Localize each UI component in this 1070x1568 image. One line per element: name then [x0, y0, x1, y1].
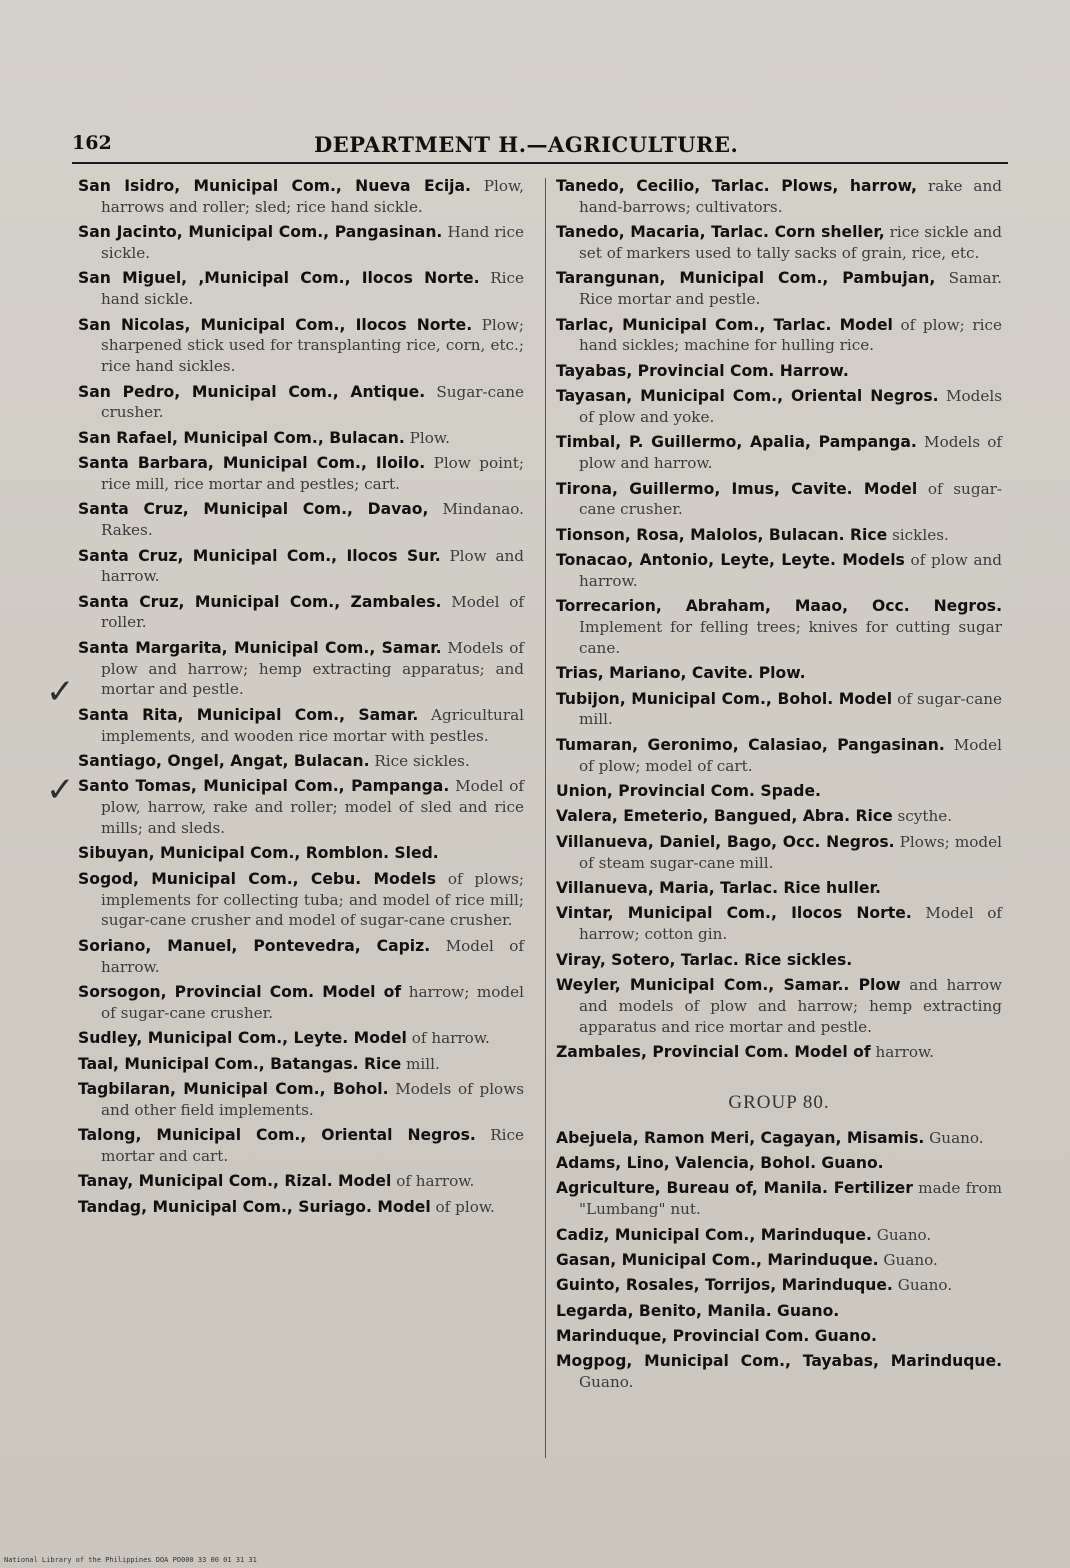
- exhibitor-name: Tanay, Municipal Com., Rizal. Model: [78, 1172, 392, 1191]
- exhibitor-entry: [78, 843, 524, 864]
- exhibit-description: Guano.: [876, 1225, 932, 1244]
- exhibit-description: Hand rice sickle.: [101, 223, 525, 262]
- exhibit-description: Rice mortar and cart.: [101, 1126, 524, 1165]
- exhibit-description: Plows; model of steam sugar-cane mill.: [579, 832, 1002, 872]
- header-rule: [72, 162, 1008, 164]
- exhibitor-name: San Nicolas, Municipal Com., Ilocos Norte.: [78, 315, 473, 334]
- exhibitor-name: Torrecarion, Abraham, Maao, Occ. Negros.: [556, 597, 1002, 616]
- exhibitor-entry: [556, 1351, 1002, 1393]
- exhibit-description: Plow.: [409, 428, 450, 447]
- exhibitor-entry: [78, 382, 524, 424]
- exhibitor-entry: [556, 975, 1002, 1037]
- exhibitor-name: Valera, Emeterio, Bangued, Abra. Rice: [556, 807, 893, 826]
- exhibitor-name: Santa Margarita, Municipal Com., Samar.: [78, 638, 442, 657]
- exhibitor-entry: [78, 592, 524, 634]
- exhibit-description: of harrow.: [411, 1029, 490, 1048]
- exhibitor-entry: [556, 1250, 1002, 1271]
- exhibitor-entry: [78, 176, 524, 218]
- exhibitor-name: Tayabas, Provincial Com. Harrow.: [556, 361, 849, 380]
- exhibit-description: sickles.: [892, 525, 949, 544]
- exhibitor-entry: [556, 432, 1002, 474]
- exhibitor-name: San Miguel, ,Municipal Com., Ilocos Norte.: [78, 269, 480, 288]
- exhibit-description: Implement for felling trees; knives for cutting sugar cane.: [579, 618, 1002, 657]
- exhibit-description: Agricultural implements, and wooden rice mortar with pestles.: [101, 705, 525, 745]
- exhibitor-name: Talong, Municipal Com., Oriental Negros.: [78, 1126, 476, 1145]
- exhibit-description: Guano.: [883, 1250, 938, 1269]
- exhibitor-entry: [556, 1326, 1002, 1347]
- exhibit-description: Guano.: [929, 1128, 984, 1147]
- exhibitor-entry: [78, 751, 524, 772]
- exhibitor-name: Taal, Municipal Com., Batangas. Rice: [78, 1054, 402, 1073]
- exhibitor-entry: [556, 1128, 1002, 1149]
- exhibit-description: Model of harrow.: [101, 936, 525, 976]
- exhibit-description: Plow and harrow.: [101, 546, 524, 586]
- exhibitor-name: Cadiz, Municipal Com., Marinduque.: [556, 1225, 872, 1244]
- exhibitor-entry: [78, 1054, 524, 1075]
- exhibit-description: of sugar-cane crusher.: [579, 479, 1003, 519]
- exhibitor-name: Vintar, Municipal Com., Ilocos Norte.: [556, 904, 912, 923]
- exhibit-description: Mindanao. Rakes.: [101, 500, 525, 540]
- exhibitor-entry: [556, 878, 1002, 899]
- page-header: [72, 132, 1008, 162]
- exhibit-description: Guano.: [897, 1276, 953, 1295]
- exhibitor-name: Tubijon, Municipal Com., Bohol. Model: [556, 689, 893, 708]
- exhibitor-name: San Pedro, Municipal Com., Antique.: [78, 382, 426, 401]
- exhibit-description: rake and hand-barrows; cultivators.: [579, 177, 1002, 216]
- exhibitor-name: Marinduque, Provincial Com. Guano.: [556, 1327, 877, 1346]
- exhibitor-name: Santa Rita, Municipal Com., Samar.: [78, 705, 419, 724]
- exhibitor-entry: [78, 315, 524, 377]
- exhibitor-entry: [78, 982, 524, 1024]
- exhibit-description: Rice hand sickle.: [101, 269, 525, 309]
- exhibit-description: of plow and harrow.: [579, 551, 1003, 590]
- exhibitor-name: Santa Barbara, Municipal Com., Iloilo.: [78, 454, 426, 473]
- exhibitor-name: Sogod, Municipal Com., Cebu. Models: [78, 869, 437, 888]
- exhibitor-name: Timbal, P. Guillermo, Apalia, Pampanga.: [556, 433, 917, 452]
- group-heading: GROUP 80.: [728, 1091, 830, 1113]
- exhibitor-entry: [78, 869, 524, 931]
- exhibitor-entry: [556, 525, 1002, 546]
- exhibit-description: Guano.: [579, 1373, 634, 1392]
- exhibitor-entry: [78, 499, 524, 541]
- exhibitor-entry: [78, 1125, 524, 1167]
- exhibitor-entry: [556, 663, 1002, 684]
- exhibitor-name: Legarda, Benito, Manila. Guano.: [556, 1301, 840, 1320]
- exhibitor-entry: [78, 428, 524, 449]
- exhibit-description: Models of plows and other field implements.: [101, 1079, 524, 1119]
- exhibit-description: of plow; rice hand sickles; machine for hulling rice.: [579, 315, 1002, 355]
- exhibitor-name: Soriano, Manuel, Pontevedra, Capiz.: [78, 936, 431, 955]
- exhibitor-name: Tionson, Rosa, Malolos, Bulacan. Rice: [556, 525, 888, 544]
- exhibit-description: Plow, harrows and roller; sled; rice hand sickle.: [101, 177, 524, 216]
- exhibit-description: Models of plow and harrow; hemp extracting apparatus; and mortar and pestle.: [101, 638, 524, 699]
- scan-footer: National Library of the Philippines DOA PO000 33 00 01 31 31: [4, 1556, 257, 1564]
- exhibitor-name: Tarangunan, Municipal Com., Pambujan,: [556, 269, 936, 288]
- exhibitor-name: Viray, Sotero, Tarlac. Rice sickles.: [556, 950, 853, 969]
- exhibitor-entry: [556, 1153, 1002, 1174]
- exhibitor-entry: [556, 479, 1002, 521]
- exhibit-description: made from "Lumbang" nut.: [579, 1179, 1003, 1219]
- column-divider: [545, 178, 546, 1458]
- exhibitor-name: Union, Provincial Com. Spade.: [556, 782, 821, 801]
- exhibitor-name: Tanedo, Macaria, Tarlac. Corn sheller,: [556, 223, 885, 242]
- exhibitor-entry: [78, 1197, 524, 1218]
- exhibitor-name: Santo Tomas, Municipal Com., Pampanga.: [78, 777, 450, 796]
- exhibitor-name: Santa Cruz, Municipal Com., Davao,: [78, 500, 429, 519]
- exhibitor-name: Sudley, Municipal Com., Leyte. Model: [78, 1029, 407, 1048]
- exhibitor-name: Agriculture, Bureau of, Manila. Fertilizer: [556, 1179, 913, 1198]
- exhibitor-entry: [78, 1171, 524, 1192]
- exhibit-description: rice sickle and set of markers used to tally sacks of grain, rice, etc.: [579, 223, 1003, 262]
- exhibit-description: scythe.: [897, 807, 953, 826]
- exhibitor-entry: [78, 936, 524, 978]
- exhibitor-name: Tirona, Guillermo, Imus, Cavite. Model: [556, 479, 918, 498]
- check-mark-icon: ✓: [46, 672, 75, 712]
- exhibitor-entry: [556, 1042, 1002, 1063]
- exhibitor-entry: [78, 546, 524, 588]
- exhibitor-entry: [78, 268, 524, 310]
- exhibitor-entry: [556, 361, 1002, 382]
- exhibit-description: Model of harrow; cotton gin.: [579, 904, 1003, 944]
- exhibitor-name: Zambales, Provincial Com. Model of: [556, 1042, 871, 1061]
- page-number: 162: [72, 132, 112, 154]
- exhibitor-entry: [78, 776, 524, 838]
- exhibit-description: harrow; model of sugar-cane crusher.: [101, 982, 524, 1022]
- exhibit-description: harrow.: [875, 1042, 935, 1061]
- exhibitor-entry: [556, 550, 1002, 592]
- exhibitor-entry: [556, 1178, 1002, 1220]
- exhibitor-name: Santa Cruz, Municipal Com., Zambales.: [78, 592, 442, 611]
- exhibitor-entry: [556, 832, 1002, 874]
- exhibit-description: Model of plow, harrow, rake and roller; model of sled and rice mills; and sleds.: [101, 777, 525, 838]
- exhibit-description: of plow.: [435, 1197, 495, 1216]
- exhibit-description: Model of roller.: [101, 592, 524, 632]
- exhibitor-name: Adams, Lino, Valencia, Bohol. Guano.: [556, 1153, 884, 1172]
- exhibitor-entry: [556, 268, 1002, 310]
- exhibitor-name: Gasan, Municipal Com., Marinduque.: [556, 1250, 879, 1269]
- exhibit-description: Sugar-cane crusher.: [101, 382, 524, 422]
- exhibitor-name: Tagbilaran, Municipal Com., Bohol.: [78, 1079, 389, 1098]
- exhibitor-entry: [78, 705, 524, 747]
- exhibitor-entry: [556, 806, 1002, 827]
- exhibitor-entry: [78, 1079, 524, 1121]
- exhibitor-name: Villanueva, Maria, Tarlac. Rice huller.: [556, 879, 881, 897]
- exhibit-description: Rice sickles.: [374, 752, 470, 771]
- exhibitor-name: Tonacao, Antonio, Leyte, Leyte. Models: [556, 551, 905, 570]
- exhibitor-name: Abejuela, Ramon Meri, Cagayan, Misamis.: [556, 1128, 925, 1147]
- right-column: [556, 176, 1002, 1398]
- exhibitor-entry: [78, 453, 524, 495]
- exhibitor-entry: [556, 781, 1002, 802]
- exhibitor-entry: [556, 596, 1002, 658]
- exhibit-description: Models of plow and harrow.: [579, 433, 1002, 473]
- exhibit-description: and harrow and models of plow and harrow; hemp extracting apparatus and rice mortar and pestle.: [579, 975, 1003, 1036]
- exhibitor-entry: [556, 315, 1002, 357]
- exhibitor-entry: [78, 1028, 524, 1049]
- exhibit-description: Model of plow; model of cart.: [579, 735, 1002, 775]
- exhibitor-name: Weyler, Municipal Com., Samar.. Plow: [556, 975, 901, 994]
- exhibit-description: Plow; sharpened stick used for transplanting rice, corn, etc.; rice hand sickles.: [101, 315, 525, 376]
- exhibitor-name: Villanueva, Daniel, Bago, Occ. Negros.: [556, 832, 895, 851]
- exhibitor-name: Tumaran, Geronimo, Calasiao, Pangasinan.: [556, 735, 945, 754]
- exhibit-description: Samar. Rice mortar and pestle.: [579, 269, 1002, 309]
- exhibit-description: of harrow.: [396, 1172, 475, 1191]
- exhibitor-entry: [78, 638, 524, 700]
- exhibitor-entry: [556, 176, 1002, 218]
- exhibitor-name: San Jacinto, Municipal Com., Pangasinan.: [78, 223, 443, 242]
- exhibitor-name: Santiago, Ongel, Angat, Bulacan.: [78, 752, 370, 771]
- group-80-list: [556, 1128, 1002, 1394]
- exhibit-description: of plows; implements for collecting tuba; and model of rice mill; sugar-cane crusher and model of sugar-cane crusher.: [101, 869, 524, 930]
- running-head-title: DEPARTMENT H.—AGRICULTURE.: [314, 132, 739, 157]
- exhibit-description: Plow point; rice mill, rice mortar and pestles; cart.: [101, 454, 524, 493]
- exhibitor-entry: [78, 222, 524, 264]
- exhibitor-entry: [556, 950, 1002, 971]
- exhibitor-name: Sibuyan, Municipal Com., Romblon. Sled.: [78, 844, 439, 863]
- exhibit-description: mill.: [405, 1054, 440, 1073]
- exhibitor-name: Tanedo, Cecilio, Tarlac. Plows, harrow,: [556, 177, 917, 195]
- left-column: [78, 176, 524, 1222]
- exhibitor-entry: [556, 386, 1002, 428]
- exhibitor-name: Sorsogon, Provincial Com. Model of: [78, 982, 402, 1001]
- exhibit-description: Models of plow and yoke.: [579, 387, 1002, 426]
- exhibitor-entry: [556, 903, 1002, 945]
- exhibitor-entry: [556, 735, 1002, 777]
- exhibitor-name: Guinto, Rosales, Torrijos, Marinduque.: [556, 1276, 893, 1295]
- exhibitor-list-continued: [556, 176, 1002, 1063]
- exhibitor-entry: [556, 1275, 1002, 1296]
- check-mark-icon: ✓: [46, 770, 75, 810]
- exhibitor-entry: [556, 222, 1002, 264]
- exhibitor-name: Mogpog, Municipal Com., Tayabas, Marinduque.: [556, 1352, 1002, 1371]
- exhibitor-name: Trias, Mariano, Cavite. Plow.: [556, 664, 806, 683]
- exhibitor-name: Tandag, Municipal Com., Suriago. Model: [78, 1197, 431, 1216]
- exhibitor-name: Santa Cruz, Municipal Com., Ilocos Sur.: [78, 546, 441, 565]
- exhibitor-name: Tarlac, Municipal Com., Tarlac. Model: [556, 315, 893, 334]
- exhibitor-entry: [556, 1225, 1002, 1246]
- exhibitor-name: San Isidro, Municipal Com., Nueva Ecija.: [78, 177, 471, 195]
- exhibitor-name: San Rafael, Municipal Com., Bulacan.: [78, 428, 405, 447]
- exhibitor-entry: [556, 1301, 1002, 1322]
- exhibitor-name: Tayasan, Municipal Com., Oriental Negros.: [556, 387, 939, 406]
- exhibit-description: of sugar-cane mill.: [579, 689, 1003, 729]
- exhibitor-entry: [556, 689, 1002, 731]
